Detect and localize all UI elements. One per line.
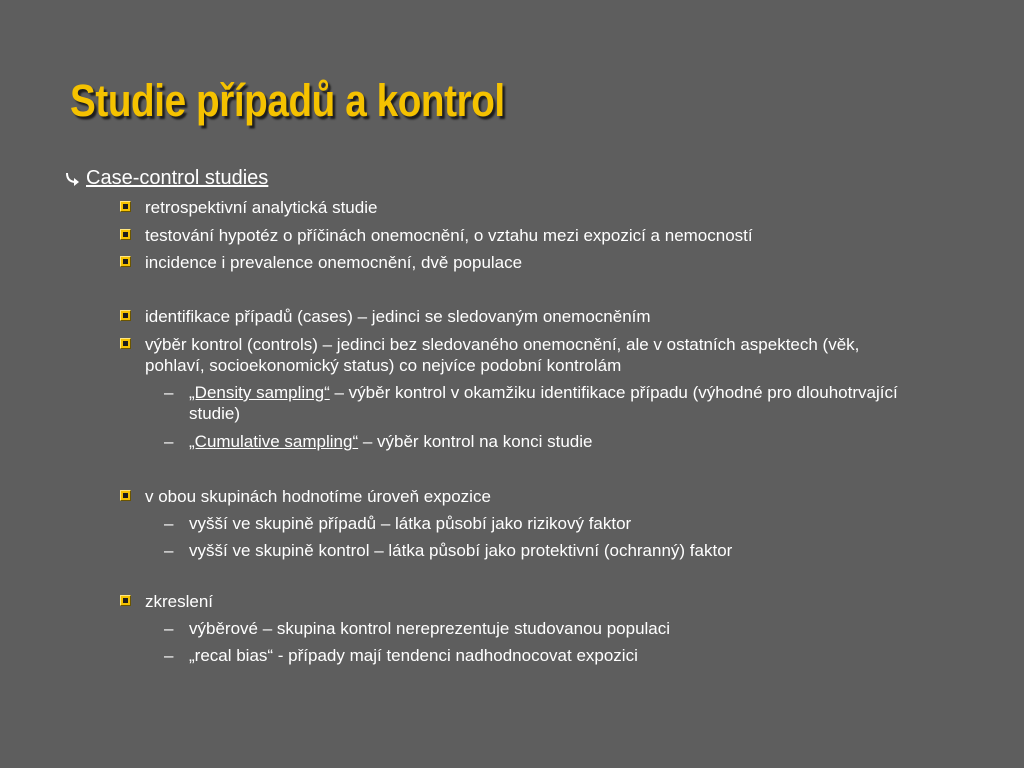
case-control-link[interactable]: Case-control studies [86, 167, 269, 189]
bullet-item [145, 225, 965, 246]
bullet-text-line2: pohlaví, socioekonomický status) co nejvíce podobní kontrolám [145, 356, 622, 375]
square-bullet-icon [120, 256, 131, 267]
bullet-text: zkreslení [145, 592, 214, 611]
density-sampling-text-line2: studie) [189, 404, 241, 423]
sub-item-density-sampling [164, 382, 979, 424]
bullet-text: testování hypotéz o příčinách onemocnění, o vztahu mezi expozicí a nemocností [145, 226, 753, 245]
square-bullet-icon [120, 310, 131, 321]
sub-item-exposure [164, 540, 979, 561]
bullet-text-line1: výběr kontrol (controls) – jedinci bez sledovaného onemocnění, ale v ostatních aspektech (věk, [145, 335, 860, 354]
bullet-text: identifikace případů (cases) – jedinci se sledovaným onemocněním [145, 307, 651, 326]
square-bullet-icon [120, 338, 131, 349]
dash-bullet: – [164, 646, 174, 665]
square-bullet-icon [120, 490, 131, 501]
bullet-cases [145, 306, 965, 327]
bullet-exposure [145, 486, 965, 507]
dash-bullet: – [164, 619, 174, 638]
curved-arrow-icon [64, 169, 82, 187]
bullet-item [145, 197, 965, 218]
cumulative-sampling-link[interactable]: „Cumulative sampling“ [189, 432, 359, 451]
sub-item-text: „recal bias“ - případy mají tendenci nadhodnocovat expozici [189, 646, 638, 665]
square-bullet-icon [120, 201, 131, 212]
sub-item-exposure [164, 513, 979, 534]
bullet-controls [145, 334, 965, 376]
bullet-item [145, 252, 965, 273]
sub-item-bias [164, 645, 979, 666]
sub-item-text: výběrové – skupina kontrol nereprezentuje studovanou populaci [189, 619, 671, 638]
dash-bullet: – [164, 383, 174, 402]
density-sampling-text: – výběr kontrol v okamžiku identifikace případu (výhodné pro dlouhotrvající [329, 383, 898, 402]
slide-title: Studie případů a kontrol [70, 75, 505, 126]
cumulative-sampling-text: – výběr kontrol na konci studie [358, 432, 593, 451]
sub-item-cumulative-sampling [164, 431, 979, 452]
bullet-text: retrospektivní analytická studie [145, 198, 378, 217]
sub-item-bias [164, 618, 979, 639]
sub-item-text: vyšší ve skupině kontrol – látka působí jako protektivní (ochranný) faktor [189, 541, 733, 560]
density-sampling-link[interactable]: „Density sampling“ [189, 383, 330, 402]
sub-item-text: vyšší ve skupině případů – látka působí jako rizikový faktor [189, 514, 632, 533]
dash-bullet: – [164, 514, 174, 533]
dash-bullet: – [164, 432, 174, 451]
square-bullet-icon [120, 595, 131, 606]
bullet-text: v obou skupinách hodnotíme úroveň expozice [145, 487, 491, 506]
bullet-bias [145, 591, 965, 612]
dash-bullet: – [164, 541, 174, 560]
square-bullet-icon [120, 229, 131, 240]
bullet-case-control [86, 166, 268, 190]
bullet-text: incidence i prevalence onemocnění, dvě populace [145, 253, 523, 272]
